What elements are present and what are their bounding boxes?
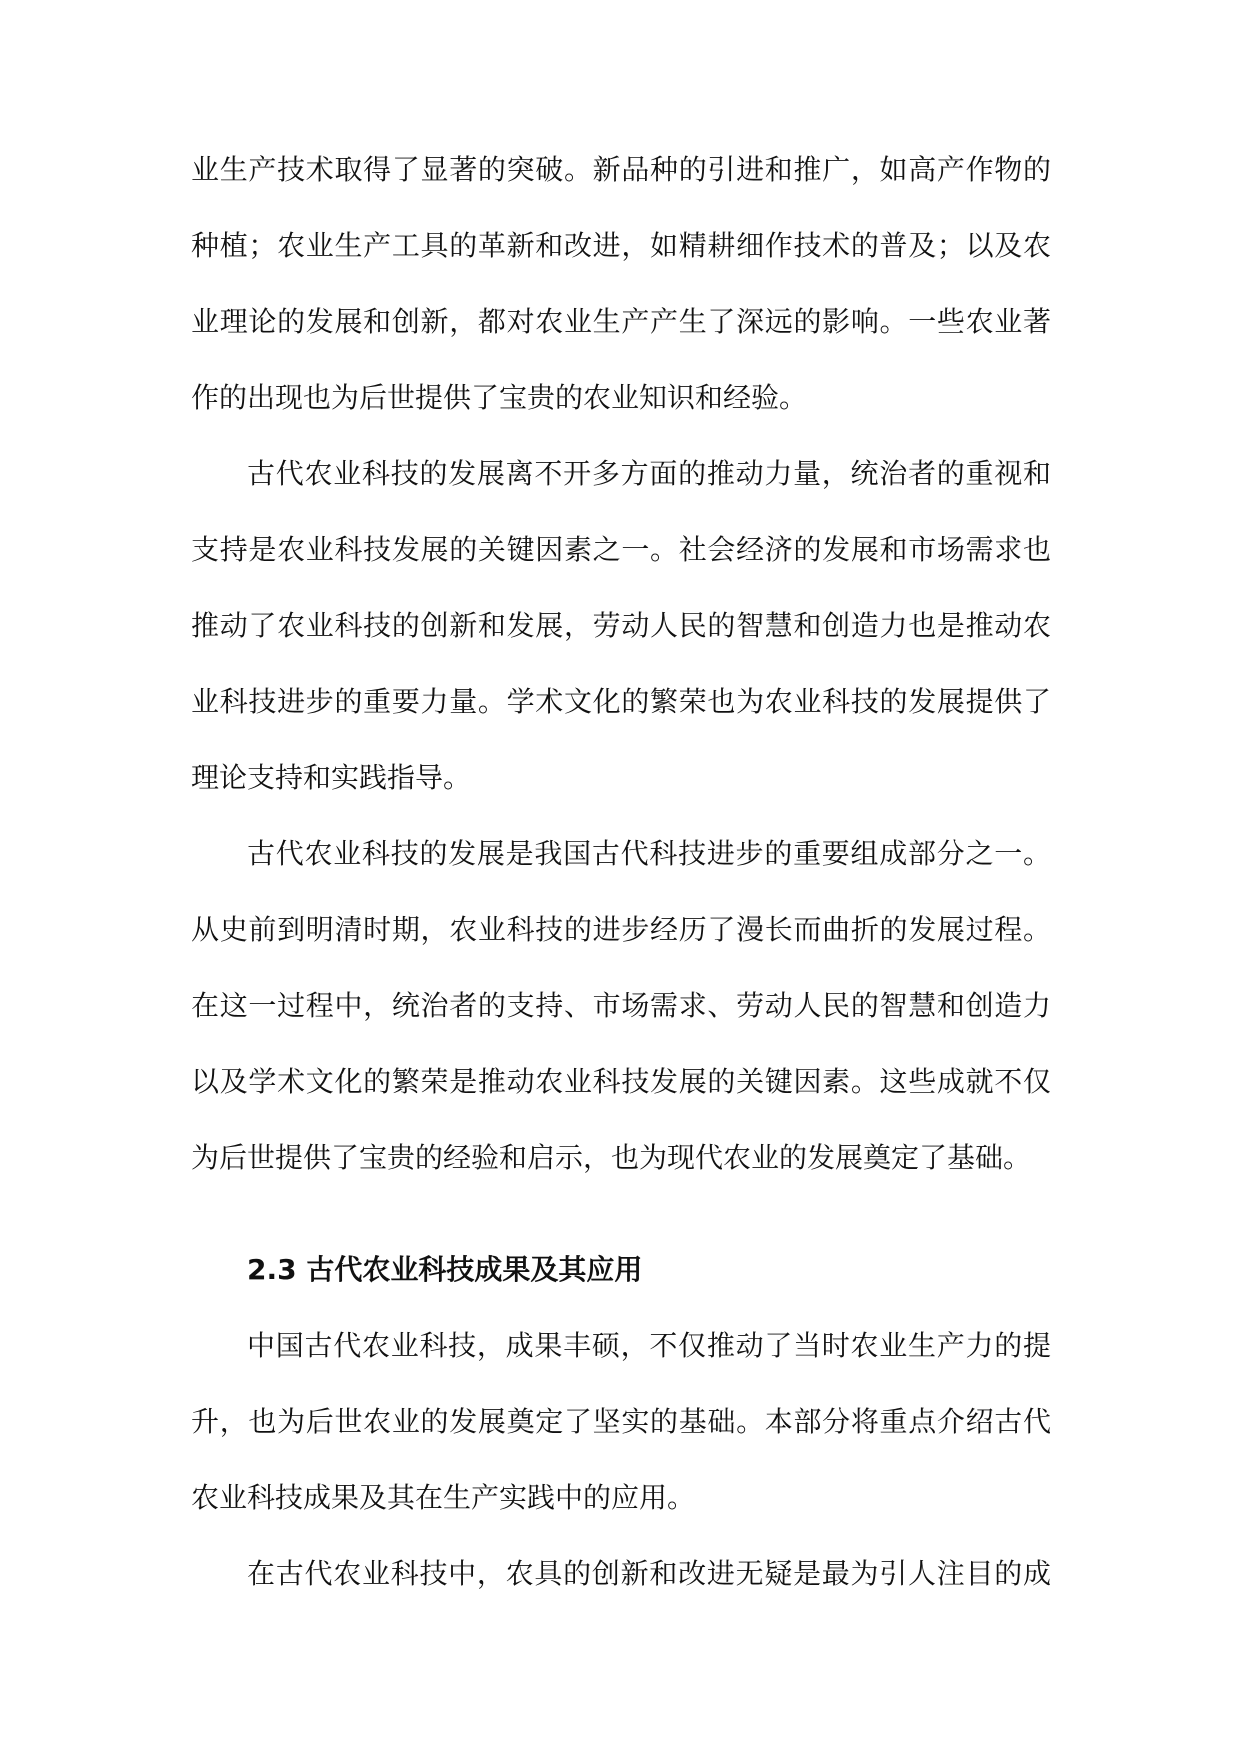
- paragraph-line: 从史前到明清时期，农业科技的进步经历了漫长而曲折的发展过程。: [191, 913, 1051, 946]
- paragraph-line: 古代农业科技的发展离不开多方面的推动力量，统治者的重视和: [247, 457, 1051, 490]
- paragraph-line: 业理论的发展和创新，都对农业生产产生了深远的影响。一些农业著: [191, 305, 1051, 338]
- paragraph-line: 作的出现也为后世提供了宝贵的农业知识和经验。: [191, 381, 808, 414]
- paragraph-line: 推动了农业科技的创新和发展，劳动人民的智慧和创造力也是推动农: [191, 609, 1051, 642]
- paragraph-line: 以及学术文化的繁荣是推动农业科技发展的关键因素。这些成就不仅: [191, 1065, 1051, 1098]
- paragraph-line: 为后世提供了宝贵的经验和启示，也为现代农业的发展奠定了基础。: [191, 1141, 1032, 1174]
- paragraph-line: 在这一过程中，统治者的支持、市场需求、劳动人民的智慧和创造力: [191, 989, 1051, 1022]
- paragraph-line: 升，也为后世农业的发展奠定了坚实的基础。本部分将重点介绍古代: [191, 1405, 1051, 1438]
- paragraph-line: 种植；农业生产工具的革新和改进，如精耕细作技术的普及；以及农: [191, 229, 1051, 262]
- paragraph-line: 支持是农业科技发展的关键因素之一。社会经济的发展和市场需求也: [191, 533, 1051, 566]
- paragraph-line: 中国古代农业科技，成果丰硕，不仅推动了当时农业生产力的提: [247, 1329, 1051, 1362]
- paragraph-line: 业生产技术取得了显著的突破。新品种的引进和推广，如高产作物的: [191, 153, 1051, 186]
- paragraph-line: 古代农业科技的发展是我国古代科技进步的重要组成部分之一。: [247, 837, 1051, 870]
- section-heading: 2.3 古代农业科技成果及其应用: [247, 1253, 643, 1286]
- paragraph-line: 理论支持和实践指导。: [191, 761, 472, 794]
- paragraph-line: 农业科技成果及其在生产实践中的应用。: [191, 1481, 696, 1514]
- paragraph-line: 在古代农业科技中，农具的创新和改进无疑是最为引人注目的成: [247, 1557, 1051, 1590]
- paragraph-line: 业科技进步的重要力量。学术文化的繁荣也为农业科技的发展提供了: [191, 685, 1051, 718]
